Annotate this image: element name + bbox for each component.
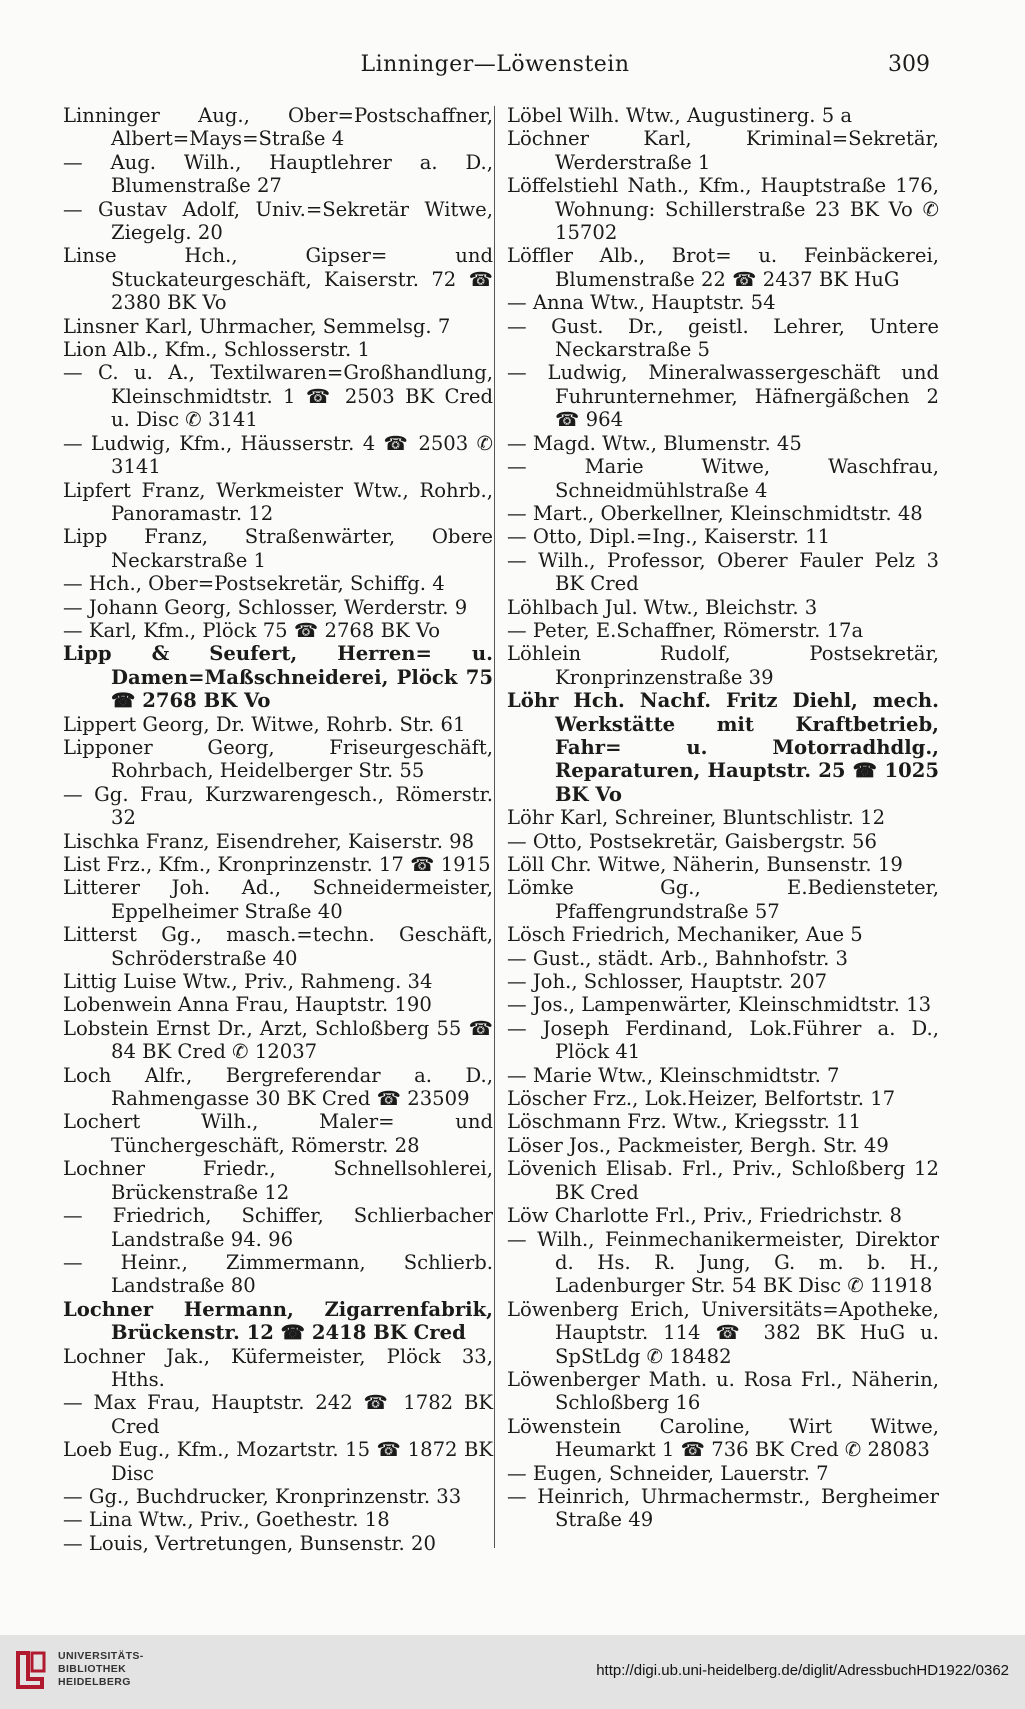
directory-entry: — Louis, Vertretungen, Bunsenstr. 20 [63, 1531, 436, 1555]
library-name [58, 1650, 144, 1689]
directory-entry: Löwenberger Math. u. Rosa Frl., Näherin, Schloßberg 16 [507, 1367, 939, 1415]
directory-entry: Lischka Franz, Eisendreher, Kaiserstr. 98 [63, 829, 475, 853]
directory-entry: Linninger Aug., Ober=Postschaffner, Albert=Mays=Straße 4 [63, 104, 493, 151]
directory-entry: Lippert Georg, Dr. Witwe, Rohrb. Str. 61 [63, 712, 466, 736]
directory-entry: — Gustav Adolf, Univ.=Sekretär Witwe, Ziegelg. 20 [63, 197, 493, 245]
directory-entry: Löffler Alb., Brot= u. Feinbäckerei, Blumenstraße 22 ☎ 2437 BK HuG [507, 244, 939, 291]
directory-entry: — Otto, Postsekretär, Gaisbergstr. 56 [507, 829, 877, 853]
directory-entry: — Marie Wtw., Kleinschmidtstr. 7 [507, 1063, 840, 1087]
directory-entry: — Peter, E.Schaffner, Römerstr. 17a [507, 618, 864, 642]
directory-entry: Lion Alb., Kfm., Schlosserstr. 1 [63, 338, 370, 362]
directory-entry: — Gust. Dr., geistl. Lehrer, Untere Neckarstraße 5 [507, 314, 939, 362]
directory-entry: Löhr Hch. Nachf. Fritz Diehl, mech. Werkstätte mit Kraftbetrieb, Fahr= u. Motorradhdlg., Reparaturen, Hauptstr. 25 ☎ 1025 BK Vo [507, 689, 939, 806]
directory-entry: — Jos., Lampenwärter, Kleinschmidtstr. 13 [507, 993, 932, 1017]
directory-entry: Lipp & Seufert, Herren= u. Damen=Maßschneiderei, Plöck 75 ☎ 2768 BK Vo [63, 642, 493, 713]
directory-entry: Lömke Gg., E.Bediensteter, Pfaffengrundstraße 57 [507, 876, 939, 923]
directory-entry: Lobstein Ernst Dr., Arzt, Schloßberg 55 ☎ 84 BK Cred ✆ 12037 [63, 1016, 493, 1064]
directory-entry: — C. u. A., Textilwaren=Großhandlung, Kleinschmidtstr. 1 ☎ 2503 BK Cred u. Disc ✆ 3141 [63, 361, 493, 432]
left-column [63, 104, 493, 1555]
directory-entry: Lipponer Georg, Friseurgeschäft, Rohrbach, Heidelberger Str. 55 [63, 735, 493, 783]
directory-entry: Lobenwein Anna Frau, Hauptstr. 190 [63, 993, 432, 1017]
directory-entry: Lipp Franz, Straßenwärter, Obere Neckarstraße 1 [63, 525, 493, 572]
library-name-line: BIBLIOTHEK [58, 1663, 127, 1675]
directory-entry: — Heinr., Zimmermann, Schlierb. Landstraße 80 [63, 1250, 493, 1298]
directory-entry: — Ludwig, Mineralwassergeschäft und Fuhrunternehmer, Häfnergäßchen 2 ☎ 964 [507, 361, 939, 432]
directory-entry: — Lina Wtw., Priv., Goethestr. 18 [63, 1508, 390, 1532]
directory-entry: Löchner Karl, Kriminal=Sekretär, Werderstraße 1 [507, 127, 939, 174]
library-name-line: HEIDELBERG [58, 1676, 131, 1688]
directory-entry: Löll Chr. Witwe, Näherin, Bunsenstr. 19 [507, 853, 903, 876]
directory-entry: — Wilh., Feinmechanikermeister, Direktor d. Hs. R. Jung, G. m. b. H., Ladenburger Str. 54 BK Disc ✆ 11918 [507, 1227, 939, 1298]
running-title: Linninger—Löwenstein [360, 52, 630, 77]
running-head [60, 52, 930, 92]
library-name-line: UNIVERSITÄTS- [58, 1650, 144, 1662]
directory-entry: — Wilh., Professor, Oberer Fauler Pelz 3 BK Cred [507, 548, 939, 596]
right-column [507, 104, 939, 1532]
directory-entry: — Marie Witwe, Waschfrau, Schneidmühlstraße 4 [507, 455, 939, 502]
directory-entry: Löser Jos., Packmeister, Bergh. Str. 49 [507, 1133, 889, 1157]
directory-entry: Litterer Joh. Ad., Schneidermeister, Eppelheimer Straße 40 [63, 876, 493, 923]
directory-entry: Löhr Karl, Schreiner, Bluntschlistr. 12 [507, 806, 886, 830]
directory-entry: — Aug. Wilh., Hauptlehrer a. D., Blumenstraße 27 [63, 150, 493, 198]
directory-entry: Löschmann Frz. Wtw., Kriegsstr. 11 [507, 1110, 862, 1134]
library-logo-icon [12, 1649, 50, 1691]
directory-entry: — Joseph Ferdinand, Lok.Führer a. D., Plöck 41 [507, 1016, 939, 1064]
directory-entry: — Eugen, Schneider, Lauerstr. 7 [507, 1461, 829, 1485]
directory-entry: Löhlein Rudolf, Postsekretär, Kronprinzenstraße 39 [507, 642, 939, 689]
directory-entry: Loch Alfr., Bergreferendar a. D., Rahmengasse 30 BK Cred ☎ 23509 [63, 1063, 493, 1111]
directory-entry: Littig Luise Wtw., Priv., Rahmeng. 34 [63, 970, 433, 994]
directory-entry: List Frz., Kfm., Kronprinzenstr. 17 ☎ 1915 [63, 853, 491, 876]
directory-entry: Löffelstiehl Nath., Kfm., Hauptstraße 176, Wohnung: Schillerstraße 23 BK Vo ✆ 15702 [507, 174, 939, 245]
directory-entry: Löwenberg Erich, Universitäts=Apotheke, Hauptstr. 114 ☎ 382 BK HuG u. SpStLdg ✆ 18482 [507, 1297, 939, 1368]
directory-entry: — Karl, Kfm., Plöck 75 ☎ 2768 BK Vo [63, 618, 441, 642]
directory-entry: Löbel Wilh. Wtw., Augustinerg. 5 a [507, 104, 853, 127]
directory-entry: — Anna Wtw., Hauptstr. 54 [507, 291, 776, 315]
directory-entry: — Friedrich, Schiffer, Schlierbacher Landstraße 94. 96 [63, 1204, 493, 1251]
directory-entry: Löhlbach Jul. Wtw., Bleichstr. 3 [507, 595, 818, 619]
directory-entry: — Johann Georg, Schlosser, Werderstr. 9 [63, 595, 468, 619]
directory-entry: — Joh., Schlosser, Hauptstr. 207 [507, 970, 828, 994]
directory-entry: Lochner Friedr., Schnellsohlerei, Brückenstraße 12 [63, 1157, 493, 1204]
directory-entry: — Magd. Wtw., Blumenstr. 45 [507, 431, 802, 455]
directory-entry: Lösch Friedrich, Mechaniker, Aue 5 [507, 923, 863, 947]
directory-entry: Linsner Karl, Uhrmacher, Semmelsg. 7 [63, 314, 451, 338]
directory-entry: — Max Frau, Hauptstr. 242 ☎ 1782 BK Cred [63, 1391, 493, 1438]
directory-entry: Lipfert Franz, Werkmeister Wtw., Rohrb., Panoramastr. 12 [63, 478, 493, 525]
directory-entry: — Ludwig, Kfm., Häusserstr. 4 ☎ 2503 ✆ 3141 [63, 431, 493, 479]
source-url-link[interactable]: http://digi.ub.uni-heidelberg.de/diglit/AdressbuchHD1922/0362 [596, 1662, 1009, 1679]
directory-entry: Lochert Wilh., Maler= und Tünchergeschäft, Römerstr. 28 [63, 1110, 493, 1157]
column-divider [494, 106, 495, 1548]
directory-entry: Lövenich Elisab. Frl., Priv., Schloßberg 12 BK Cred [507, 1157, 939, 1204]
directory-entry: Löscher Frz., Lok.Heizer, Belfortstr. 17 [507, 1087, 896, 1111]
directory-entry: Löwenstein Caroline, Wirt Witwe, Heumarkt 1 ☎ 736 BK Cred ✆ 28083 [507, 1414, 939, 1462]
directory-entry: — Hch., Ober=Postsekretär, Schiffg. 4 [63, 572, 445, 596]
directory-entry: — Mart., Oberkellner, Kleinschmidtstr. 48 [507, 501, 923, 525]
directory-entry: — Gg., Buchdrucker, Kronprinzenstr. 33 [63, 1484, 462, 1508]
directory-entry: Lochner Jak., Küfermeister, Plöck 33, Hths. [63, 1344, 493, 1391]
directory-entry: Löw Charlotte Frl., Priv., Friedrichstr. 8 [507, 1204, 902, 1228]
page-number: 309 [888, 52, 930, 77]
directory-entry: — Gg. Frau, Kurzwarengesch., Römerstr. 32 [63, 782, 493, 830]
directory-entry: Lochner Hermann, Zigarrenfabrik, Brückenstr. 12 ☎ 2418 BK Cred [63, 1297, 493, 1345]
directory-entry: — Heinrich, Uhrmachermstr., Bergheimer Straße 49 [507, 1484, 939, 1532]
directory-entry: Loeb Eug., Kfm., Mozartstr. 15 ☎ 1872 BK Disc [63, 1438, 493, 1485]
directory-entry: Litterst Gg., masch.=techn. Geschäft, Schröderstraße 40 [63, 923, 493, 970]
directory-entry: — Otto, Dipl.=Ing., Kaiserstr. 11 [507, 525, 831, 549]
directory-columns [60, 104, 940, 1604]
footer-bar [0, 1635, 1025, 1709]
directory-entry: — Gust., städt. Arb., Bahnhofstr. 3 [507, 946, 848, 970]
directory-entry: Linse Hch., Gipser= und Stuckateurgeschäft, Kaiserstr. 72 ☎ 2380 BK Vo [63, 244, 493, 315]
